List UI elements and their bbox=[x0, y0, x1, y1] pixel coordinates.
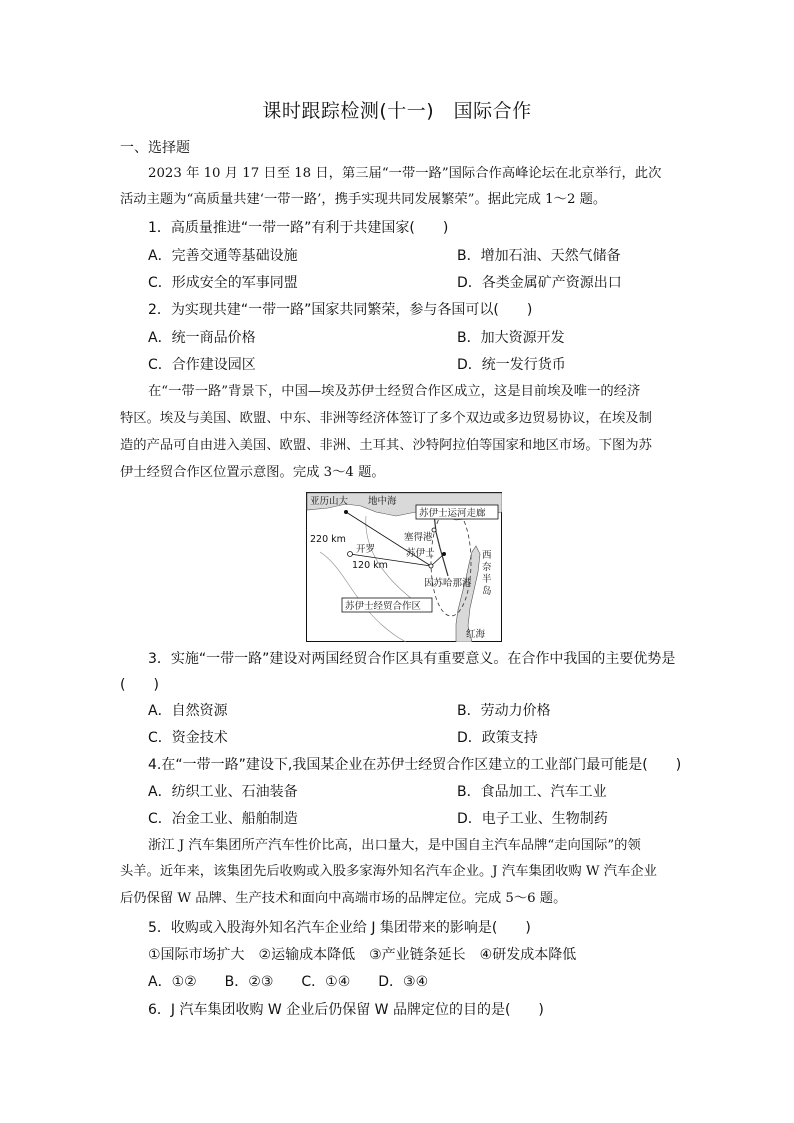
passage-1-line-2: 活动主题为“高质量共建‘一带一路’，携手实现共同发展繁荣”。据此完成 1～2 题。 bbox=[120, 192, 607, 207]
q3-option-b[interactable]: B．劳动力价格 bbox=[457, 703, 551, 719]
q4-option-c[interactable]: C．冶金工业、船舶制造 bbox=[148, 811, 298, 827]
label-sinai-4: 岛 bbox=[482, 586, 492, 597]
q1-option-c[interactable]: C．形成安全的军事同盟 bbox=[148, 275, 298, 291]
q1-option-b[interactable]: B．增加石油、天然气储备 bbox=[457, 248, 621, 264]
port-said-dot bbox=[432, 528, 436, 532]
q3-option-c[interactable]: C．资金技术 bbox=[148, 730, 228, 746]
q1-option-a[interactable]: A．完善交通等基础设施 bbox=[148, 248, 298, 264]
passage-2-line-1: 在“一带一路”背景下，中国—埃及苏伊士经贸合作区成立，这是目前埃及唯一的经济 bbox=[148, 384, 641, 399]
label-canal-corridor: 苏伊士运河走廊 bbox=[419, 508, 486, 519]
question-6-stem: 6．J 汽车集团收购 W 企业后仍保留 W 品牌定位的目的是( ) bbox=[148, 1002, 544, 1018]
label-economic-zone: 苏伊士经贸合作区 bbox=[345, 601, 422, 612]
label-red-sea: 红海 bbox=[466, 629, 486, 640]
q2-option-c[interactable]: C．合作建设园区 bbox=[148, 357, 256, 373]
label-alexandria: 亚历山大 bbox=[310, 496, 349, 507]
q5-statements: ①国际市场扩大 ②运输成本降低 ③产业链条延长 ④研发成本降低 bbox=[148, 947, 577, 963]
passage-3-line-3: 后仍保留 W 品牌、生产技术和面向中高端市场的品牌定位。完成 5～6 题。 bbox=[120, 891, 567, 906]
q1-option-d[interactable]: D．各类金属矿产资源出口 bbox=[457, 275, 622, 291]
label-sinai-2: 奈 bbox=[482, 562, 492, 573]
suez-zone-location-map bbox=[306, 492, 502, 642]
q4-option-d[interactable]: D．电子工业、生物制药 bbox=[457, 811, 608, 827]
label-mediterranean: 地中海 bbox=[368, 496, 397, 507]
label-port-said: 塞得港 bbox=[404, 532, 433, 543]
question-2-stem: 2．为实现共建“一带一路”国家共同繁荣，参与各国可以( ) bbox=[148, 302, 533, 318]
label-distance-cairo: 120 km bbox=[352, 560, 388, 571]
alexandria-dot bbox=[344, 510, 348, 514]
question-5-stem: 5．收购或入股海外知名汽车企业给 J 集团带来的影响是( ) bbox=[148, 920, 531, 936]
section-heading: 一、选择题 bbox=[120, 140, 190, 156]
passage-2-line-3: 造的产品可自由进入美国、欧盟、非洲、土耳其、沙特阿拉伯等国家和地区市场。下图为苏 bbox=[120, 438, 652, 453]
q2-option-a[interactable]: A．统一商品价格 bbox=[148, 330, 256, 346]
suez-dot bbox=[442, 552, 446, 556]
page-title: 课时跟踪检测(十一) 国际合作 bbox=[262, 100, 532, 122]
passage-1-line-1: 2023 年 10 月 17 日至 18 日，第三届“一带一路”国际合作高峰论坛在北京举行，此次 bbox=[148, 166, 662, 181]
q4-option-b[interactable]: B．食品加工、汽车工业 bbox=[457, 784, 607, 800]
sokhna-port-dot bbox=[429, 564, 433, 568]
question-4-stem: 4.在“一带一路”建设下,我国某企业在苏伊士经贸合作区建立的工业部门最可能是( ) bbox=[148, 757, 682, 773]
q2-option-b[interactable]: B．加大资源开发 bbox=[457, 330, 565, 346]
q2-option-d[interactable]: D．统一发行货币 bbox=[457, 357, 566, 373]
label-suez: 苏伊士 bbox=[406, 548, 435, 559]
label-sinai-1: 西 bbox=[482, 550, 492, 561]
question-3-stem: 3．实施“一带一路”建设对两国经贸合作区具有重要意义。在合作中我国的主要优势是 bbox=[148, 651, 676, 667]
q3-option-d[interactable]: D．政策支持 bbox=[457, 730, 538, 746]
question-1-stem: 1．高质量推进“一带一路”有利于共建国家( ) bbox=[148, 220, 449, 236]
q3-option-a[interactable]: A．自然资源 bbox=[148, 703, 228, 719]
passage-3-line-2: 头羊。近年来，该集团先后收购或入股多家海外知名汽车企业。J 汽车集团收购 W 汽车企业 bbox=[120, 864, 657, 879]
label-cairo: 开罗 bbox=[356, 544, 376, 555]
passage-2-line-4: 伊士经贸合作区位置示意图。完成 3～4 题。 bbox=[120, 465, 385, 480]
label-sinai-3: 半 bbox=[482, 574, 492, 585]
q5-options[interactable]: A．①② B．②③ C．①④ D．③④ bbox=[148, 974, 429, 990]
passage-3-line-1: 浙江 J 汽车集团所产汽车性价比高，出口量大，是中国自主汽车品牌“走向国际”的领 bbox=[148, 838, 641, 853]
passage-2-line-2: 特区。埃及与美国、欧盟、中东、非洲等经济体签订了多个双边或多边贸易协议，在埃及制 bbox=[120, 411, 652, 426]
q4-option-a[interactable]: A．纺织工业、石油装备 bbox=[148, 784, 298, 800]
label-distance-alexandria: 220 km bbox=[310, 534, 346, 545]
question-3-bracket: ( ) bbox=[120, 677, 159, 693]
cairo-dot bbox=[348, 552, 353, 557]
label-sokhna-port: 因苏哈那港 bbox=[424, 578, 472, 589]
